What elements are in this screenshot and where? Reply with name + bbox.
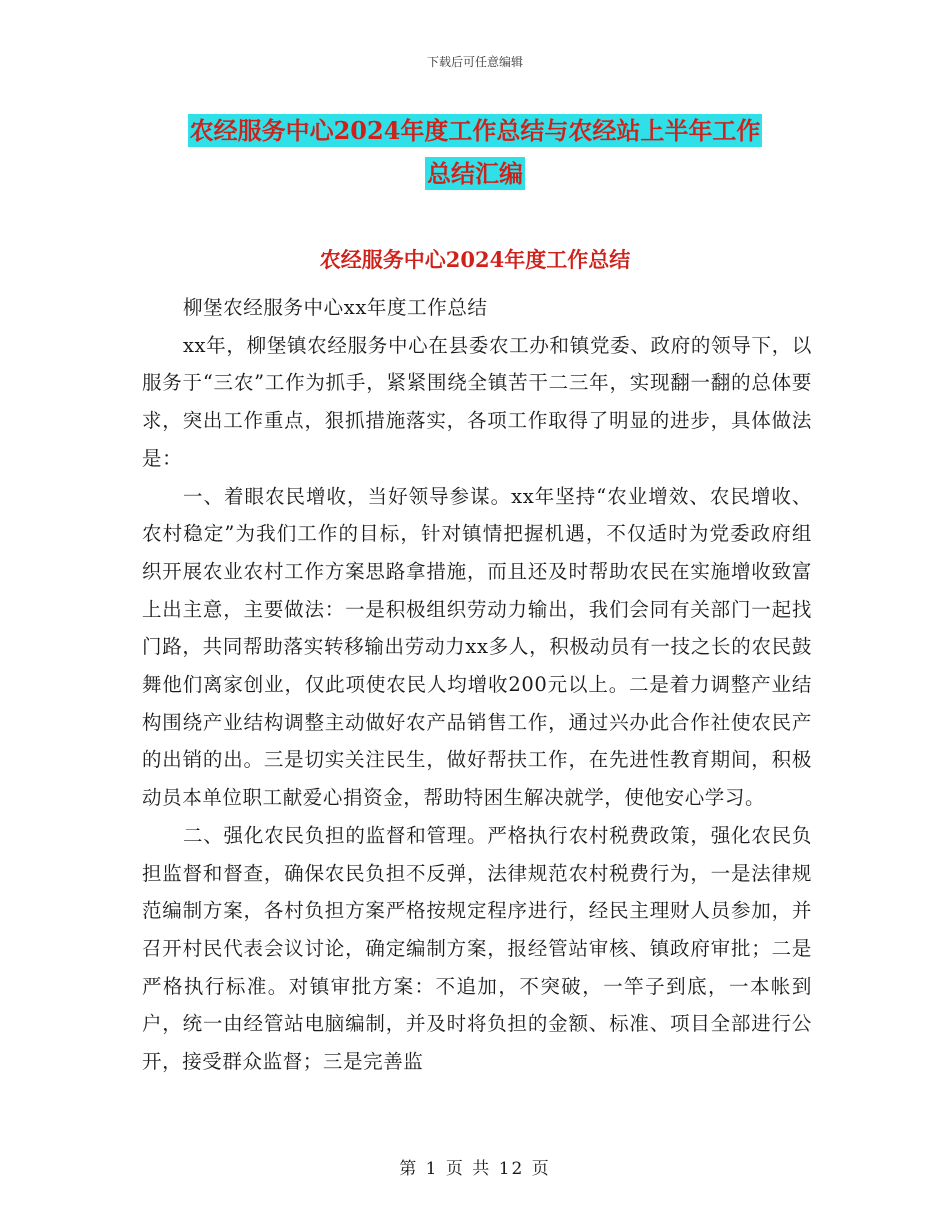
paragraph-intro: xx年，柳堡镇农经服务中心在县委农工办和镇党委、政府的领导下，以服务于“三农”工作为抓手，紧紧围绕全镇苦干二三年，实现翻一翻的总体要求，突出工作重点，狠抓措施落实，各项工作取得了明显的进步，具体做法是： <box>142 333 812 470</box>
section-title: 农经服务中心2024年度工作总结 <box>319 247 631 272</box>
body-text <box>142 289 812 1081</box>
page-number-footer: 第 1 页 共 12 页 <box>399 1159 551 1179</box>
document-title-line-1 <box>0 110 950 152</box>
title-highlight-2: 总结汇编 <box>427 159 523 188</box>
header-note: 下载后可任意编辑 <box>426 55 523 69</box>
paragraph-section-2: 二、强化农民负担的监督和管理。严格执行农村税费政策，强化农民负担监督和督查，确保农民负担不反弹，法律规范农村税费行为，一是法律规范编制方案，各村负担方案严格按规定程序进行，经民主理财人员参加，并召开村民代表会议讨论，确定编制方案，报经管站审核、镇政府审批；二是严格执行标准。对镇审批方案：不追加，不突破，一竿子到底，一本帐到户，统一由经管站电脑编制，并及时将负担的金额、标准、项目全部进行公开，接受群众监督；三是完善监 <box>142 823 812 1074</box>
paragraph-heading: 柳堡农经服务中心xx年度工作总结 <box>182 296 488 319</box>
title-highlight-1: 农经服务中心2024年度工作总结与农经站上半年工作 <box>189 116 761 145</box>
paragraph-section-1: 一、着眼农民增收，当好领导参谋。xx年坚持“农业增效、农民增收、农村稳定”为我们工作的目标，针对镇情把握机遇，不仅适时为党委政府组织开展农业农村工作方案思路拿措施，而且还及时帮助农民在实施增收致富上出主意，主要做法：一是积极组织劳动力输出，我们会同有关部门一起找门路，共同帮助落实转移输出劳动力xx多人，积极动员有一技之长的农民鼓舞他们离家创业，仅此项使农民人均增收200元以上。二是着力调整产业结构围绕产业结构调整主动做好农产品销售工作，通过兴办此合作社使农民产的出销的出。三是切实关注民生，做好帮扶工作，在先进性教育期间，积极动员本单位职工献爱心捐资金，帮助特困生解决就学，使他安心学习。 <box>142 484 812 810</box>
document-title-line-2 <box>0 153 950 195</box>
